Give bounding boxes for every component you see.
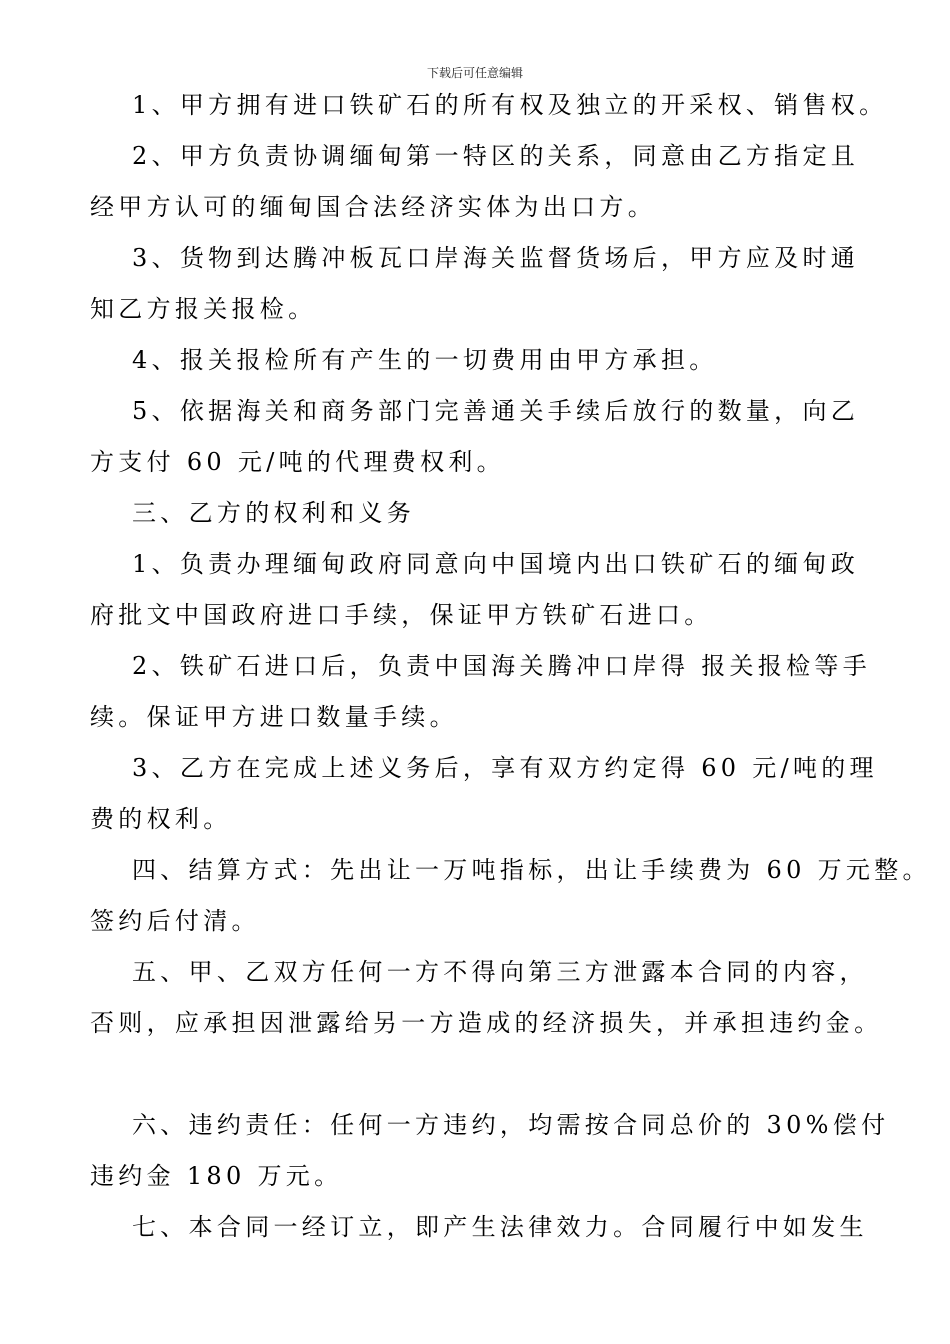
text-line: 违约金 180 万元。 — [90, 1162, 343, 1190]
text-line: 费的权利。 — [90, 805, 232, 833]
section-heading: 四、结算方式：先出让一万吨指标，出让手续费为 60 万元整。 — [132, 856, 931, 884]
text-line: 4、报关报检所有产生的一切费用由甲方承担。 — [132, 346, 718, 374]
text-line: 方支付 60 元/吨的代理费权利。 — [90, 448, 505, 476]
blank-line — [90, 1049, 865, 1100]
header-note: 下载后可任意编辑 — [426, 66, 523, 80]
text-line: 府批文中国政府进口手续，保证甲方铁矿石进口。 — [90, 601, 713, 629]
text-line: 3、乙方在完成上述义务后，享有双方约定得 60 元/吨的理 — [132, 754, 878, 782]
document-body — [90, 80, 931, 1253]
text-line: 经甲方认可的缅甸国合法经济实体为出口方。 — [90, 193, 656, 221]
text-line: 5、依据海关和商务部门完善通关手续后放行的数量，向乙 — [132, 397, 860, 425]
text-line: 1、负责办理缅甸政府同意向中国境内出口铁矿石的缅甸政 — [132, 550, 860, 578]
text-line: 知乙方报关报检。 — [90, 295, 317, 323]
text-line: 1、甲方拥有进口铁矿石的所有权及独立的开采权、销售权。 — [132, 91, 888, 119]
section-heading: 七、本合同一经订立，即产生法律效力。合同履行中如发生 — [132, 1213, 868, 1241]
text-line: 2、甲方负责协调缅甸第一特区的关系，同意由乙方指定且 — [132, 142, 860, 170]
section-heading: 六、违约责任：任何一方违约，均需按合同总价的 30%偿付 — [132, 1111, 890, 1139]
text-line: 签约后付清。 — [90, 907, 260, 935]
text-line: 续。保证甲方进口数量手续。 — [90, 703, 458, 731]
text-line: 否则，应承担因泄露给另一方造成的经济损失，并承担违约金。 — [90, 1009, 883, 1037]
text-line: 3、货物到达腾冲板瓦口岸海关监督货场后，甲方应及时通 — [132, 244, 860, 272]
section-heading: 三、乙方的权利和义务 — [132, 499, 415, 527]
section-heading: 五、甲、乙双方任何一方不得向第三方泄露本合同的内容， — [132, 958, 868, 986]
text-line: 2、铁矿石进口后，负责中国海关腾冲口岸得 报关报检等手 — [132, 652, 871, 680]
